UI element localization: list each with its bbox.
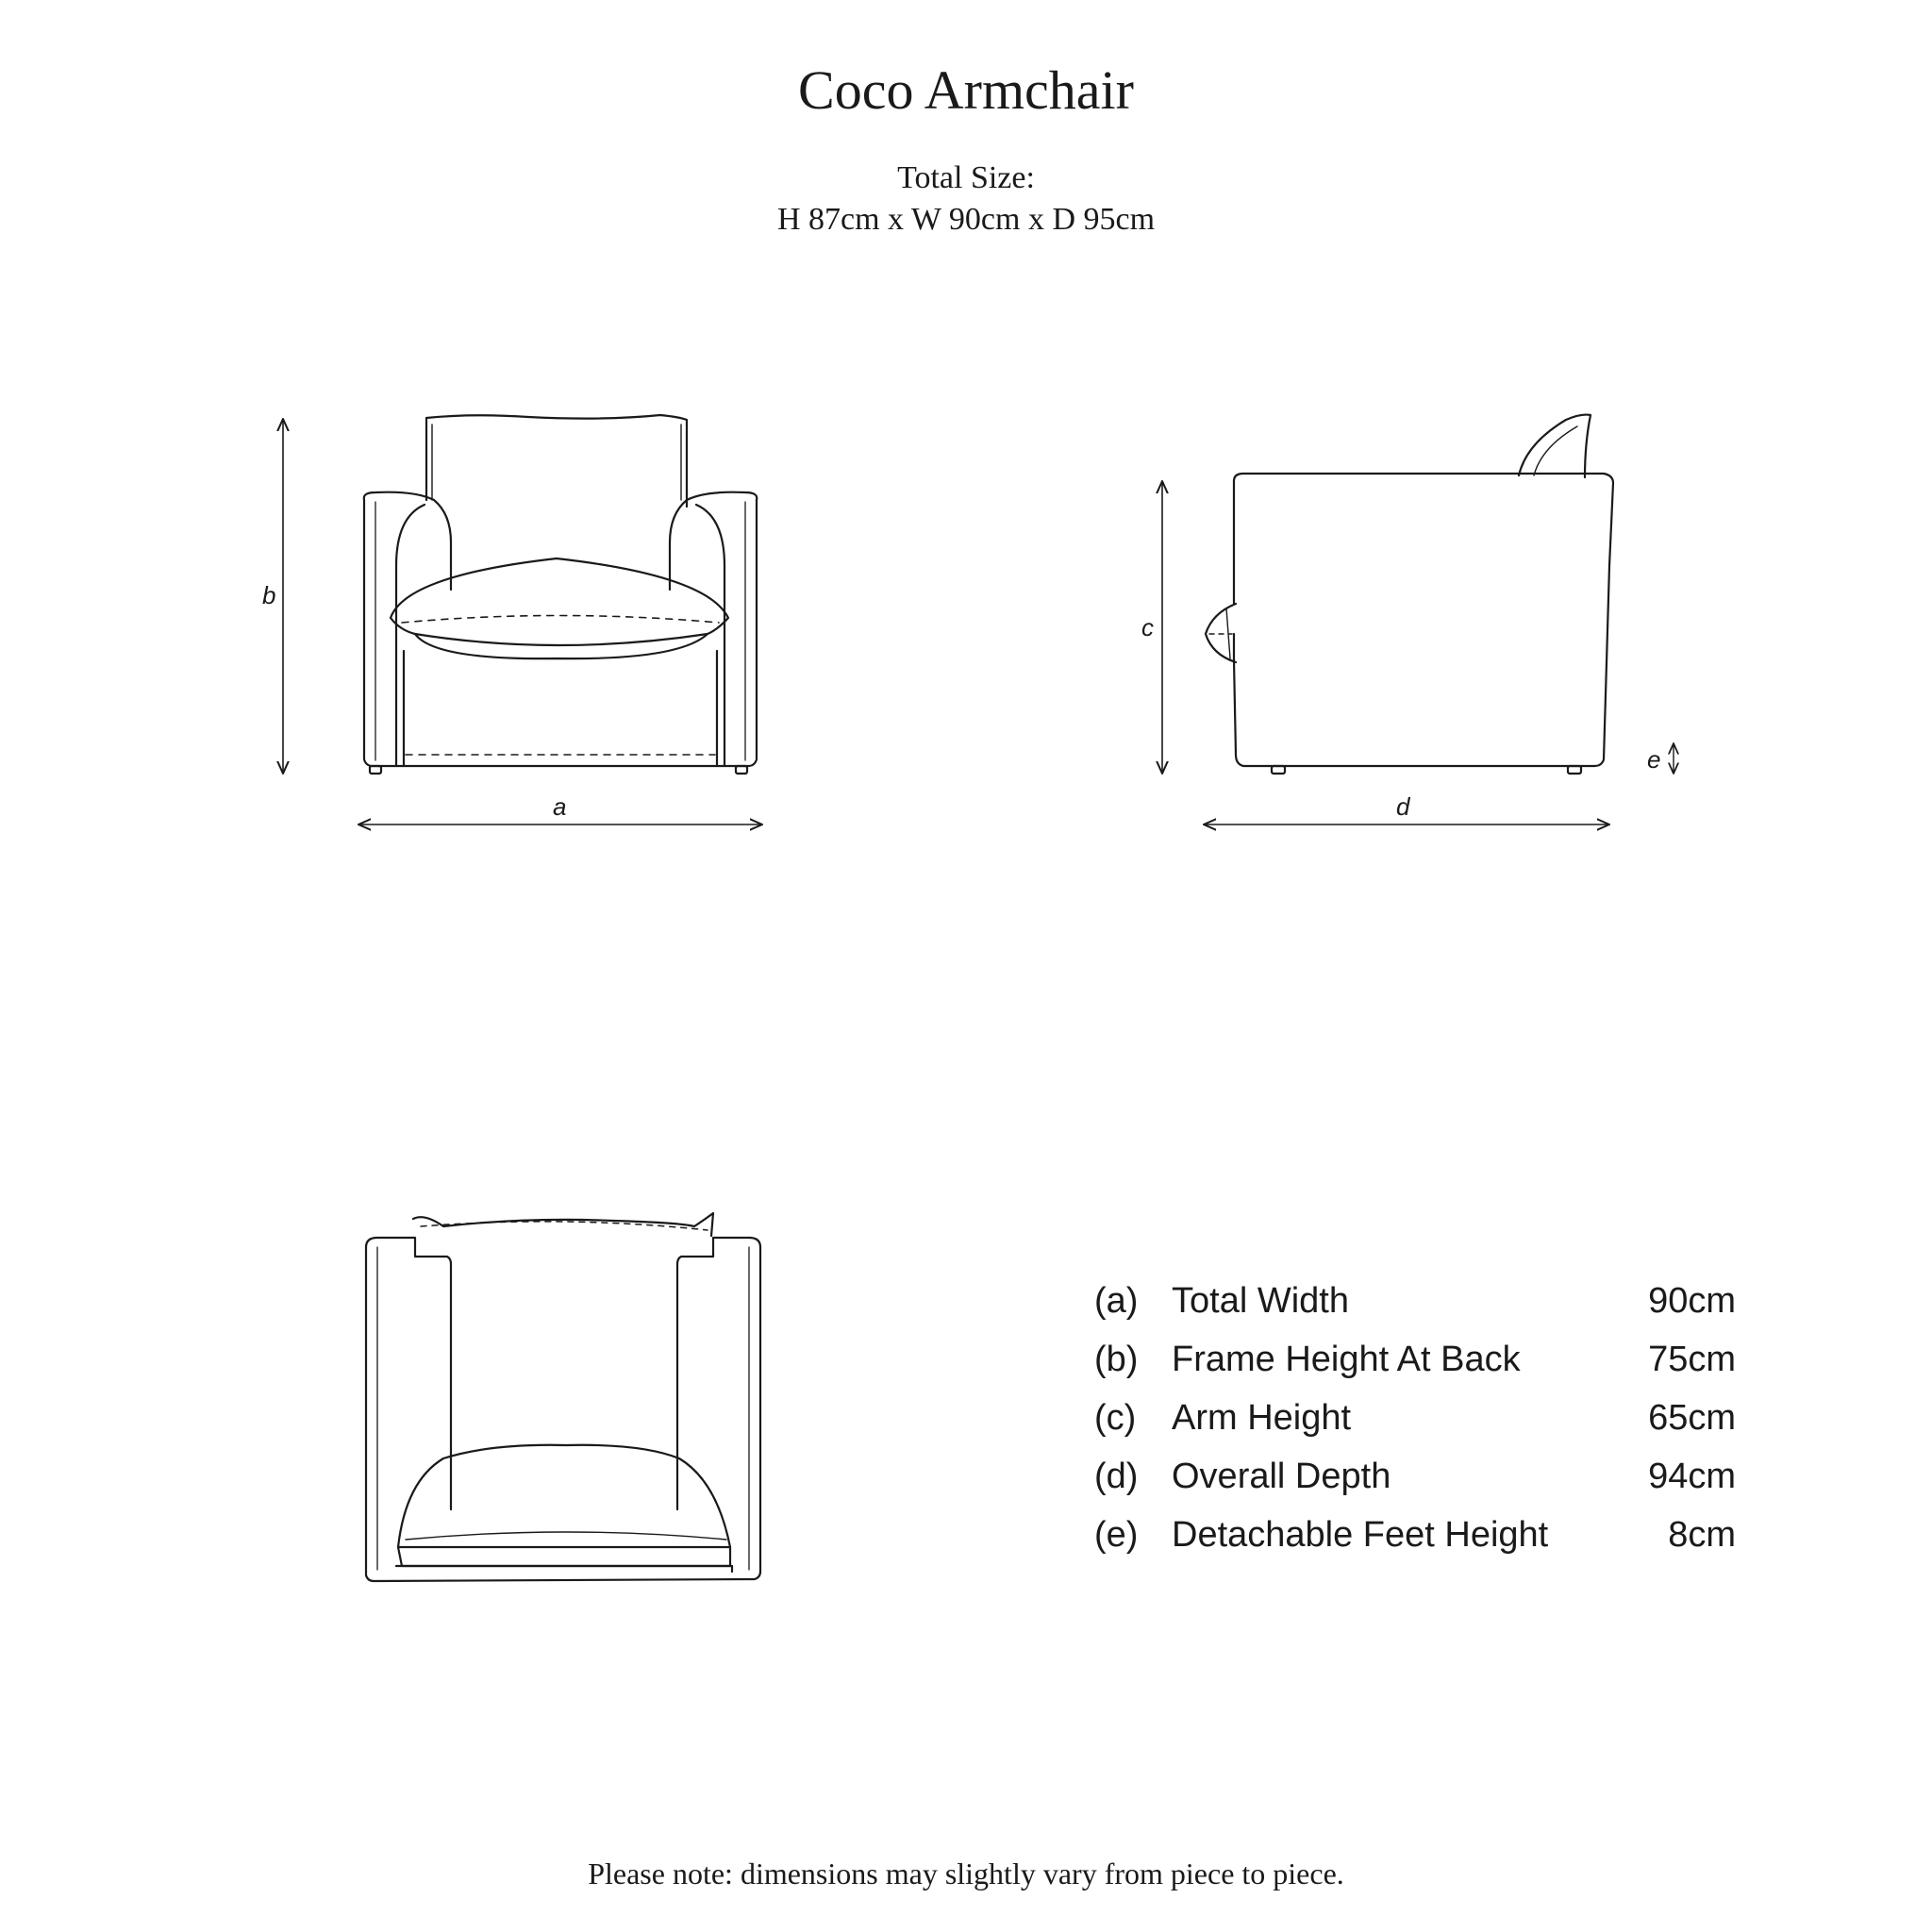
spec-label: Total Width — [1172, 1280, 1349, 1321]
dimension-spec-table — [1094, 1272, 1736, 1564]
spec-value: 65cm — [1648, 1397, 1736, 1438]
total-size-value: H 87cm x W 90cm x D 95cm — [776, 202, 1156, 237]
side-view — [1206, 415, 1613, 774]
spec-label: Frame Height At Back — [1172, 1339, 1521, 1379]
front-view — [364, 415, 758, 774]
spec-label: Arm Height — [1172, 1397, 1352, 1438]
spec-row — [1094, 1272, 1736, 1330]
spec-row — [1094, 1506, 1736, 1564]
dimension-c-label: c — [1141, 613, 1154, 641]
spec-label: Overall Depth — [1172, 1456, 1391, 1496]
spec-key: (b) — [1094, 1339, 1139, 1379]
dimension-b-label: b — [262, 581, 276, 609]
spec-row — [1094, 1447, 1736, 1506]
dimension-a-label: a — [553, 792, 567, 821]
spec-key: (d) — [1094, 1456, 1139, 1496]
spec-label: Detachable Feet Height — [1172, 1514, 1549, 1555]
top-view — [366, 1213, 760, 1581]
spec-value: 94cm — [1648, 1456, 1736, 1496]
dimension-d-label: d — [1396, 792, 1410, 821]
total-size-label: Total Size: — [897, 160, 1035, 195]
product-title: Coco Armchair — [798, 59, 1134, 121]
spec-key: (e) — [1094, 1514, 1139, 1555]
spec-row — [1094, 1389, 1736, 1447]
spec-value: 75cm — [1648, 1339, 1736, 1379]
spec-value: 90cm — [1648, 1280, 1736, 1321]
spec-row — [1094, 1330, 1736, 1389]
disclaimer-note: Please note: dimensions may slightly vary from piece to piece. — [588, 1857, 1344, 1890]
spec-key: (c) — [1094, 1397, 1137, 1438]
dimension-e-label: e — [1647, 745, 1661, 774]
spec-value: 8cm — [1668, 1514, 1736, 1555]
spec-key: (a) — [1094, 1280, 1139, 1321]
